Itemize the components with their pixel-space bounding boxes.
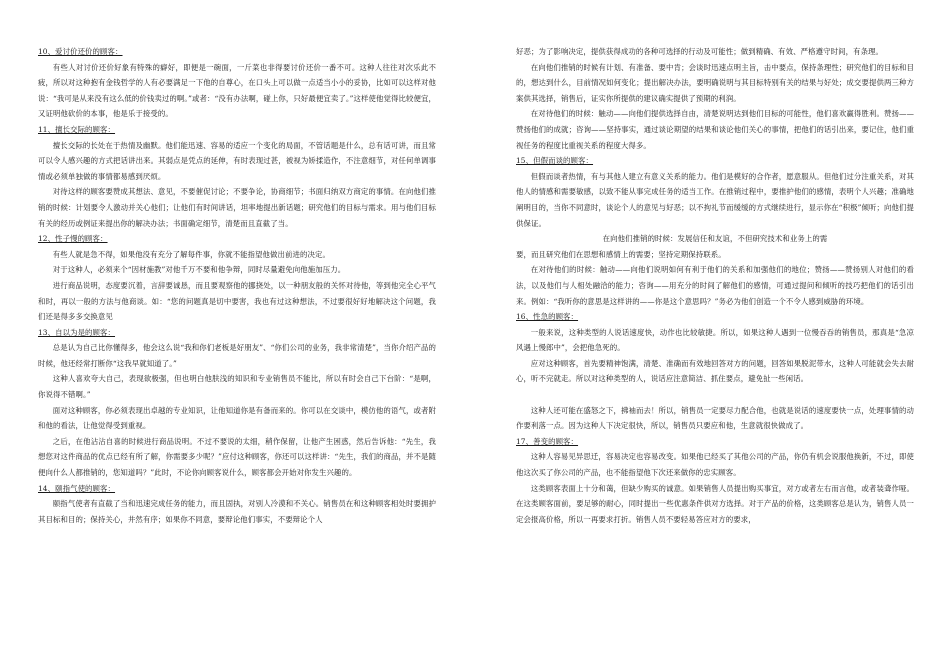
paragraph: 应对这种顾客，首先要精神饱满，清楚、准确而有效地回答对方的问题，回答如果脱泥带水，这种人可能就会失去耐心，听不完就走。所以对这种类型的人，说话应注意简洁、抓住要点，避免扯一些闲话。 xyxy=(516,358,914,384)
paragraph: 之后，在他沾沾自喜的时候进行商品说明。不过不要说的太细，稍作保留，让他产生困惑，然后告诉他：“先生，我想您对这件商品的优点已经有所了解，你需要多少呢？”应付这种顾客，你还可以这样讲：“先生，我们的商品，并不是随便向什么人都推销的，您知道吗？”此时，不论你向顾客说什么，顾客都会开始对你发生兴趣的。 xyxy=(38,436,436,478)
paragraph: 有些人对讨价还价好象有特殊的癖好，即便是一碗面，一斤菜也非得要讨价还价一番不可。这种人往往对次乐此不疲，所以对这种抱有金钱哲学的人有必要满足一下他的自尊心，在口头上可以做一点适当小小的妥协，比如可以这样对他说：“我可是从来没有这么低的价钱卖过的啊。”或者：“没有办法啊，碰上你，只好最便宜卖了。”这样使他觉得比较便宜，又证明他砍价的本事，他是乐于接受的。 xyxy=(38,62,436,119)
paragraph: 这种人容易见异思迁，容易决定也容易改变。如果他已经买了其他公司的产品，你仍有机会说服他换新，不过，即使他这次买了你公司的产品，也不能指望他下次还来做你的忠实顾客。 xyxy=(516,452,914,478)
paragraph: 要，而且研究他们在思想和感情上的需要；坚持定期保持联系。 xyxy=(516,249,726,259)
paragraph: 总是认为自己比你懂得多，他会这么说“我和你们老板是好朋友”、“你们公司的业务，我非常清楚”，当你介绍产品的时候，他还经常打断你“这我早就知道了。” xyxy=(38,343,436,368)
left-column xyxy=(38,44,436,527)
paragraph: 这种人还可能在盛怒之下，拂袖而去！所以，销售员一定要尽力配合他，也就是说话的速度要快一点，处理事情的动作要利落一点。因为这种人下决定很快，所以，销售员只要应和他，生意就很快做成了。 xyxy=(516,405,914,431)
paragraph: 对待这样的顾客要赞成其想法、意见，不要催促讨论；不要争论，协商细节；书面归纳双方商定的事情。在向他们推销的时候：计划要令人激动并关心他们；让他们有时间讲话，坦率地提出新话题；研究他们的目标与需求。用与他们目标有关的经历或例证来提出你的解决办法；书面确定细节，清楚而且直截了当。 xyxy=(38,187,436,228)
paragraph: 一般来说，这种类型的人说话速度快，动作也比较敏捷。所以，如果这种人遇到一位慢吞吞的销售员，那真是“急凉风遇上慢郎中”，会把他急死的。 xyxy=(516,327,914,353)
paragraph: 这种人喜欢夸大自己，表现欲极强，但也明白他肤浅的知识和专业销售员不能比，所以有时会自己下台阶：“是啊，你说得不错啊。” xyxy=(38,374,436,400)
paragraph: 好恶；为了影响决定，提供获得成功的各种可选择的行动及可能性；做到精确、有效、严格遵守时间，有条理。 xyxy=(516,47,884,56)
paragraph: 进行商品说明，态度要沉着，言辞要诚恳，而且要观察他的挪挠处，以一种朋友般的关怀对待他，等到他完全心平气和时，再以一般的方法与他商谈。如：“您的问题真是切中要害，我也有过这种想法，不过要很好好地解决这个问题，我们还是得多多交换意见 xyxy=(38,280,436,322)
section-heading: 12、性子慢的顾客： xyxy=(38,234,108,244)
section-heading: 17、善变的顾客： xyxy=(516,436,579,446)
section-heading: 14、颐指气使的顾客： xyxy=(38,483,116,493)
section-heading: 10、爱讨价还价的顾客： xyxy=(38,47,123,56)
section-heading: 15、但假而谈的顾客： xyxy=(516,156,594,166)
paragraph: 面对这种顾客，你必须表现出卓越的专业知识，让他知道你是有备而来的。你可以在交谈中，模仿他的语气，或者附和他的看法，让他觉得受到重视。 xyxy=(38,405,436,431)
section-heading: 11、擅长交际的顾客： xyxy=(38,124,116,134)
paragraph: 这类顾客表面上十分和蔼，但缺少购买的诚意。如果销售人员提出购买事宜，对方或者左右而言他，或者装聋作哑。在这类顾客面前，要足够的耐心，同时提出一些优惠条件供对方选择。对于产品的价格，这类顾客总是认为，销售人员一定会报高价格，所以一再要求打折。销售人员不要轻易答应对方的要求， xyxy=(516,483,914,524)
section-heading: 13、自以为是的顾客： xyxy=(38,327,116,337)
section-heading: 16、性急的顾客： xyxy=(516,312,579,322)
paragraph: 颐指气使者有直截了当和迅速完成任务的能力，而且固执，对别人冷漠和不关心。销售员在和这种顾客相处时要拥护其目标和目的；保持关心，井然有序；如果你不同意，要辩论他们事实，不要辩论个人 xyxy=(38,499,436,524)
paragraph: 但假而谈者热情，有与其他人建立有意义关系的能力。他们是模好的合作者，愿意服从。但他们过分注重关系，对其他人的情感和需要敏感，以致不能从事完成任务的适当工作。在推销过程中，要推护他们的感情，表明个人兴趣；准确地阐明目的，当你不同意时，谈论个人的意见与好恶；以不拘礼节而缓缓的方式继续进行，显示你在“积极”倾听；向他们提供保证。 xyxy=(516,171,914,228)
paragraph: 在向他们推销的时候有计划、有准备、要中肯；会谈时迅速点明主旨，击中要点，保持条理性；研究他们的目标和目的，想达到什么，目前情况如何变化；提出解决办法，要明确说明与其目标特别有关的结果与好处；成交要提供两三种方案供其选择，销售后，证实你所提供的建议确实提供了预期的利润。 xyxy=(516,62,914,103)
paragraph: 在对待他们的时候：触动——向他们提供选择自由，清楚说明达到他们目标的可能性，他们喜欢赢得胜利。赞扬——赞扬他们的成就；咨询——坚持事实，通过谈论期望的结果和谈论他们关心的事情，把他们的话引出来，要记住，他们重视任务的程度比重视关系的程度大得多。 xyxy=(516,109,914,150)
right-column xyxy=(516,44,914,527)
paragraph: 对于这种人，必须来个“因材施教”对他千万不要和他争辩，同时尽量避免向他施加压力。 xyxy=(52,265,346,275)
paragraph: 有些人就是急不得，如果他没有充分了解每件事，你就不能指望他做出前进的决定。 xyxy=(52,249,330,259)
paragraph: 在对待他们的时候：触动——向他们说明如何有利于他们的关系和加强他们的地位；赞扬——赞扬别人对他们的看法，以及他们与人相处融洽的能力；咨询——用充分的时间了解他们的感情，可通过提问和倾听的技巧把他们的话引出来。例如：“我听你的意思是这样讲的——你是这个意思吗？”务必为他们创造一个不令人感到威胁的环境。 xyxy=(516,265,914,306)
paragraph: 擅长交际的长处在于热情及幽默。他们能迅速、容易的适应一个变化的局面，不管话题是什么，总有话可讲，而且常可以令人感兴趣的方式把话讲出来。其弱点是凭点的延伸，有时表现过甚，被视为矫揉造作，不注意细节，对任何单调事情或必须单独做的事情都易感到厌烦。 xyxy=(38,140,436,181)
paragraph: 在向他们推销的时候：发展信任和友谊，不但研究技术和业务上的需 xyxy=(602,234,828,244)
